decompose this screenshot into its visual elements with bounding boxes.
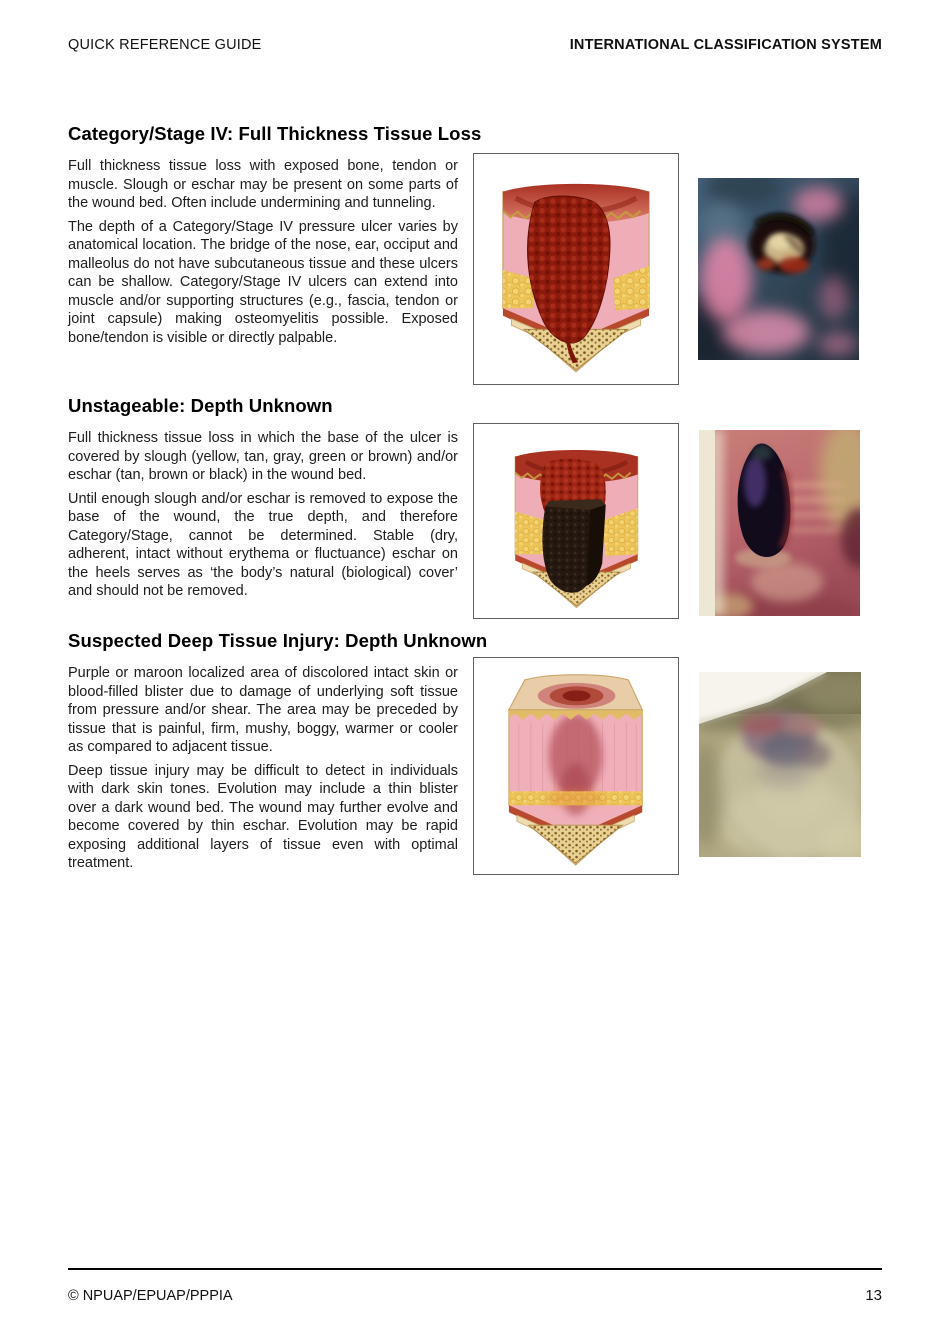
figure-sdti-photo (699, 672, 861, 857)
paragraph-sdti-1: Purple or maroon localized area of discolored intact skin or blood-filled blister due to damage of underlying soft tissue from pressure and/or shear. The area may be preceded by tissue that is painful, firm, mushy, boggy, warmer or cooler as compared to adjacent tissue. (68, 665, 458, 755)
sdti-heel-photo (699, 672, 861, 857)
figure-sdti-illustration (473, 657, 679, 875)
section-sdti (68, 629, 488, 878)
header-right-title: INTERNATIONAL CLASSIFICATION SYSTEM (569, 37, 882, 53)
header-left-title: QUICK REFERENCE GUIDE (68, 37, 262, 53)
figure-unstageable-illustration (473, 423, 679, 619)
section-title-unstageable: Unstageable: Depth Unknown (68, 395, 333, 416)
section-category-stage-4 (68, 122, 482, 352)
section-unstageable (68, 394, 458, 606)
footer-rule (68, 1268, 882, 1270)
paragraph-sdti-2: Deep tissue injury may be difficult to detect in individuals with dark skin tones. Evolution may include a thin blister over a dark wound bed. The wound may further evolve and become covered by thin eschar. Evolution may be rapid exposing additional layers of tissue even with optimal treatment. (68, 762, 458, 871)
page-header (68, 37, 882, 53)
figure-stage4-photo (698, 178, 859, 360)
section-title-stage-4: Category/Stage IV: Full Thickness Tissue Loss (68, 123, 482, 144)
tissue-cross-section-stage4-illustration (486, 160, 666, 377)
page-number: 13 (865, 1287, 882, 1304)
figure-stage4-illustration (473, 153, 679, 385)
tissue-cross-section-sdti-illustration (491, 664, 660, 868)
paragraph-unstageable-1: Full thickness tissue loss in which the base of the ulcer is covered by slough (yellow, tan, gray, green or brown) and/or eschar (tan, brown or black) in the wound bed. (68, 430, 458, 483)
figure-unstageable-photo (699, 430, 860, 616)
section-title-sdti: Suspected Deep Tissue Injury: Depth Unknown (68, 630, 488, 651)
intact-skin-top-surface (509, 675, 642, 710)
footer-copyright: © NPUAP/EPUAP/PPPIA (68, 1288, 233, 1304)
stage4-wound-photo (698, 178, 859, 360)
paragraph-stage4-2: The depth of a Category/Stage IV pressure ulcer varies by anatomical location. The bridge of the nose, ear, occiput and malleolus do not have subcutaneous tissue and these ulcers can be shallow. Category/Stage IV ulcers can extend into muscle and/or supporting structures (e.g., fascia, tendon or joint capsule) making osteomyelitis possible. Exposed bone/tendon is visible or directly palpable. (68, 218, 458, 346)
tissue-cross-section-unstageable-illustration (501, 430, 652, 612)
paragraph-stage4-1: Full thickness tissue loss with exposed bone, tendon or muscle. Slough or eschar may be present on some parts of the wound bed. Often include undermining and tunneling. (68, 158, 458, 211)
paragraph-unstageable-2: Until enough slough and/or eschar is removed to expose the base of the wound, the true depth, and therefore Category/Stage, cannot be determined. Stable (dry, adherent, intact without erythema or fluctuance) eschar on the heels serves as ‘the body’s natural (biological) cover’ and should not be removed. (68, 490, 458, 599)
bone-wedge (529, 825, 623, 863)
unstageable-eschar-photo (699, 430, 860, 616)
wound-center (749, 215, 815, 273)
page-footer (68, 1287, 882, 1304)
